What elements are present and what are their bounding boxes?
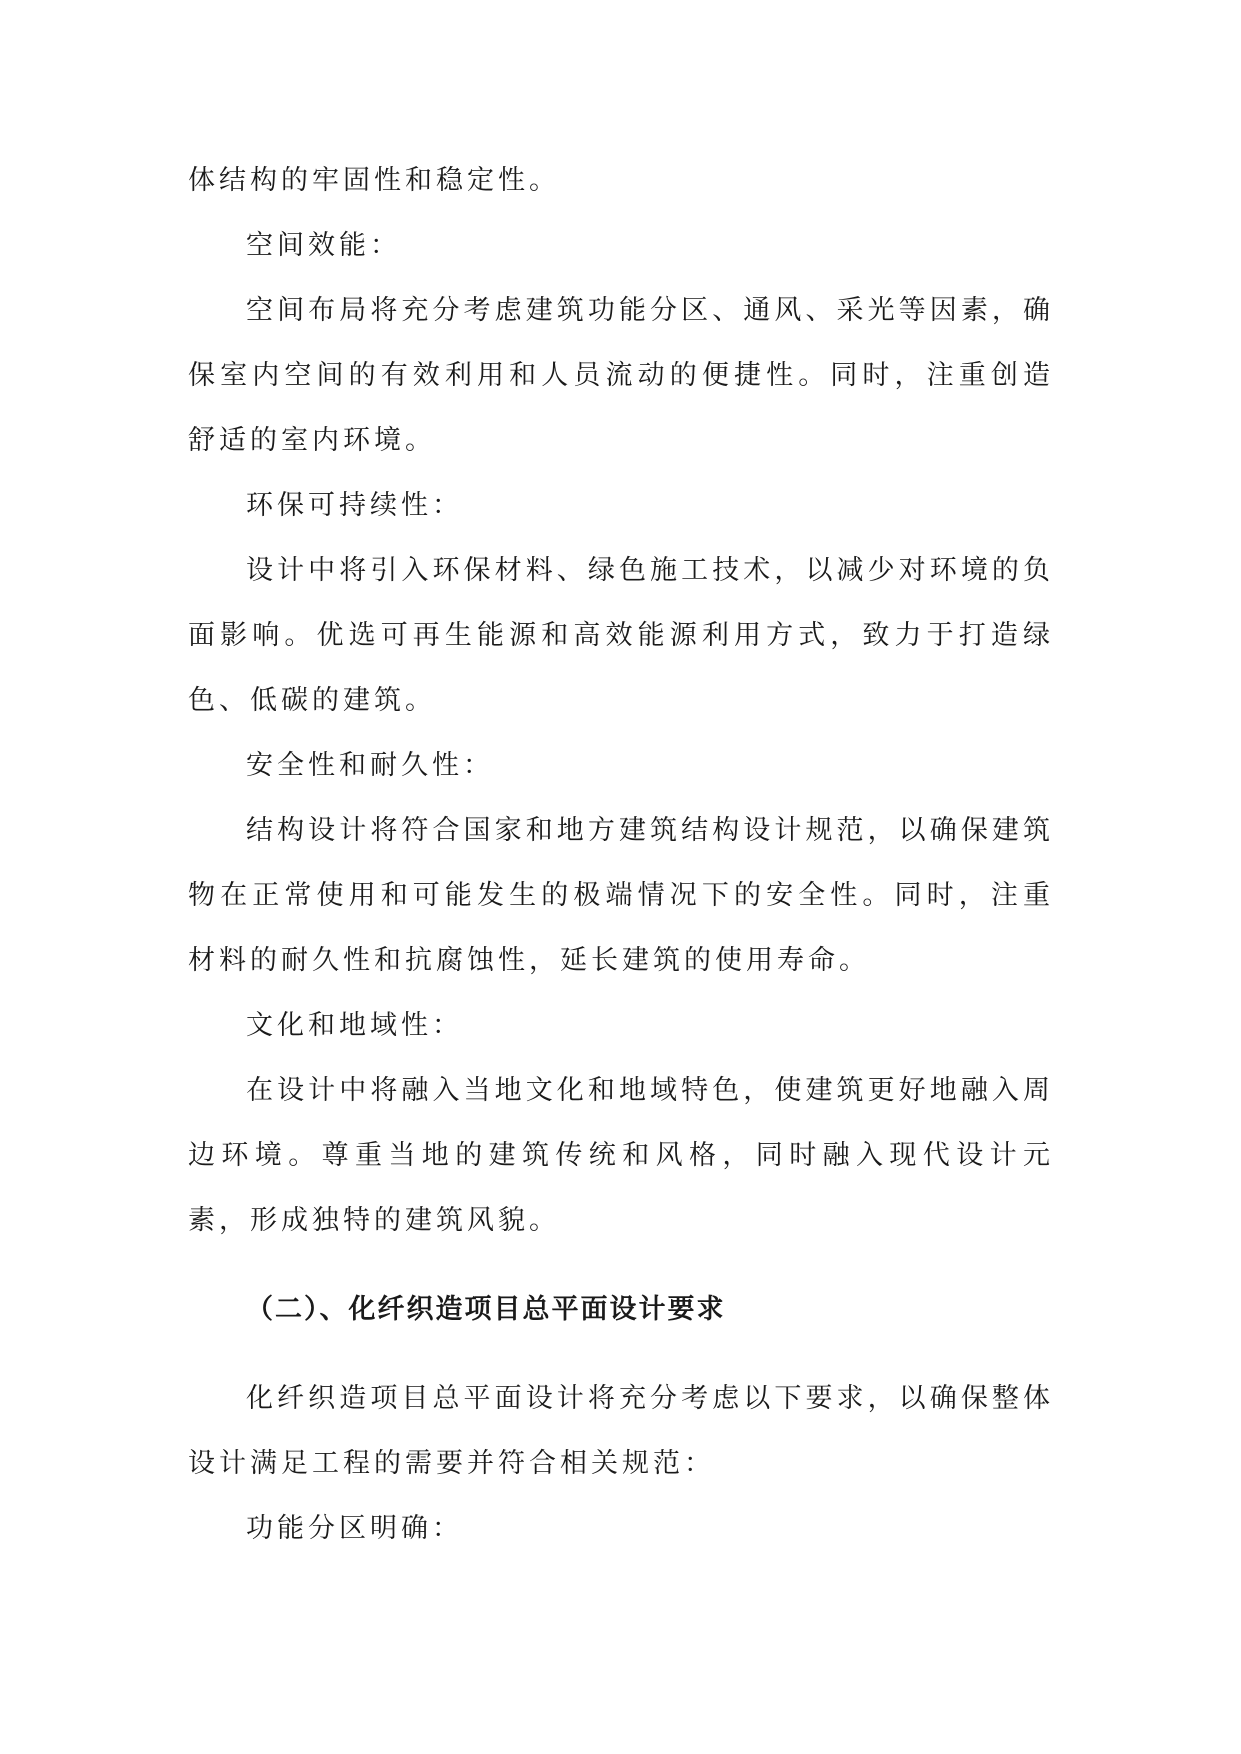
subheading-culture-region: 文化和地域性： (246, 1010, 463, 1041)
paragraph-structure-continuation: 体结构的牢固性和稳定性。 (188, 165, 560, 196)
paragraph-culture-region: 在设计中将融入当地文化和地域特色，使建筑更好地融入周边环境。尊重当地的建筑传统和风格，同时融入现代设计元素，形成独特的建筑风貌。 (188, 1075, 1054, 1236)
subheading-sustainability: 环保可持续性： (246, 490, 463, 521)
paragraph-sustainability: 设计中将引入环保材料、绿色施工技术，以减少对环境的负面影响。优选可再生能源和高效能源利用方式，致力于打造绿色、低碳的建筑。 (188, 555, 1054, 716)
document-page (188, 148, 1054, 1561)
subheading-functional-zoning: 功能分区明确： (246, 1513, 463, 1544)
section-heading: （二）、化纤织造项目总平面设计要求 (246, 1294, 726, 1325)
paragraph-space-efficiency: 空间布局将充分考虑建筑功能分区、通风、采光等因素，确保室内空间的有效利用和人员流动的便捷性。同时，注重创造舒适的室内环境。 (188, 295, 1054, 456)
paragraph-safety-durability: 结构设计将符合国家和地方建筑结构设计规范，以确保建筑物在正常使用和可能发生的极端情况下的安全性。同时，注重材料的耐久性和抗腐蚀性，延长建筑的使用寿命。 (188, 815, 1054, 976)
paragraph-layout-requirements: 化纤织造项目总平面设计将充分考虑以下要求，以确保整体设计满足工程的需要并符合相关规范： (188, 1383, 1054, 1479)
subheading-safety-durability: 安全性和耐久性： (246, 750, 494, 781)
subheading-space-efficiency: 空间效能： (246, 230, 401, 261)
